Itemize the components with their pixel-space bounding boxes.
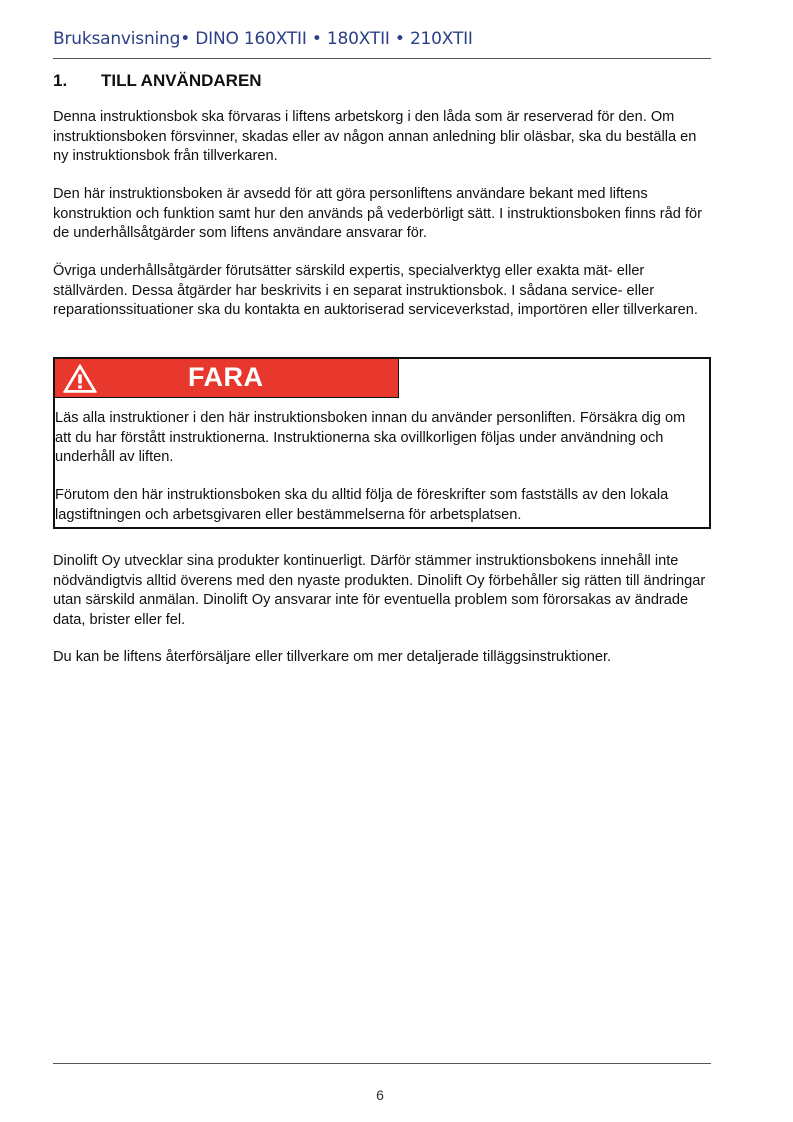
danger-label: FARA xyxy=(188,362,264,392)
section-heading xyxy=(53,71,262,91)
footer-rule xyxy=(53,1063,711,1064)
warning-triangle-icon xyxy=(63,364,97,393)
paragraph-other-maintenance: Övriga underhållsåtgärder förutsätter särskild expertis, specialverktyg eller exakta mät- eller ställvärden. Dessa åtgärder har beskrivits i en separat instruktionsbok. I sådana service- eller reparationssituationer ska du kontakta en auktoriserad serviceverkstad, importören eller tillverkaren. xyxy=(53,263,698,318)
paragraph-development: Dinolift Oy utvecklar sina produkter kontinuerligt. Därför stämmer instruktionsbokens innehåll inte nödvändigtvis alltid överens med den nyaste produkten. Dinolift Oy förbehåller sig rätten till ändringar utan särskild anmälan. Dinolift Oy ansvarar inte för eventuella problem som förorsakas av ändrade data, brister eller fel. xyxy=(53,553,706,628)
warning-text-read-instructions: Läs alla instruktioner i den här instruktionsboken innan du använder personliften. Försäkra dig om att du har förstått instruktionerna. Instruktionerna ska ovillkorligen följas under användning och underhåll av liften. xyxy=(55,410,686,465)
danger-banner xyxy=(55,359,399,398)
paragraph-purpose: Den här instruktionsboken är avsedd för att göra personliftens användare bekant med liftens konstruktion och funktion samt hur den används på vederbörligt sätt. I instruktionsboken finns råd för de underhållsåtgärder som liftens användare ansvarar för. xyxy=(53,186,702,241)
warning-text-regulations: Förutom den här instruktionsboken ska du alltid följa de föreskrifter som fastställs av den lokala lagstiftningen och arbetsgivaren eller bestämmelserna för arbetsplatsen. xyxy=(55,487,669,523)
danger-warning-box xyxy=(53,357,711,529)
paragraph-storage: Denna instruktionsbok ska förvaras i liftens arbetskorg i den låda som är reserverad för den. Om instruktionsboken försvinner, skadas eller av någon annan anledning blir oläsbar, ska du beställa en ny instruktionsbok från tillverkaren. xyxy=(53,109,697,164)
paragraph-additional-instructions: Du kan be liftens återförsäljare eller tillverkare om mer detaljerade tilläggsinstruktioner. xyxy=(53,649,612,665)
page-header xyxy=(53,27,711,59)
header-title: Bruksanvisning• DINO 160XTII • 180XTII • 210XTII xyxy=(53,29,473,49)
section-title: TILL ANVÄNDAREN xyxy=(101,71,262,90)
page-number: 6 xyxy=(376,1087,384,1103)
section-number: 1. xyxy=(53,71,68,90)
